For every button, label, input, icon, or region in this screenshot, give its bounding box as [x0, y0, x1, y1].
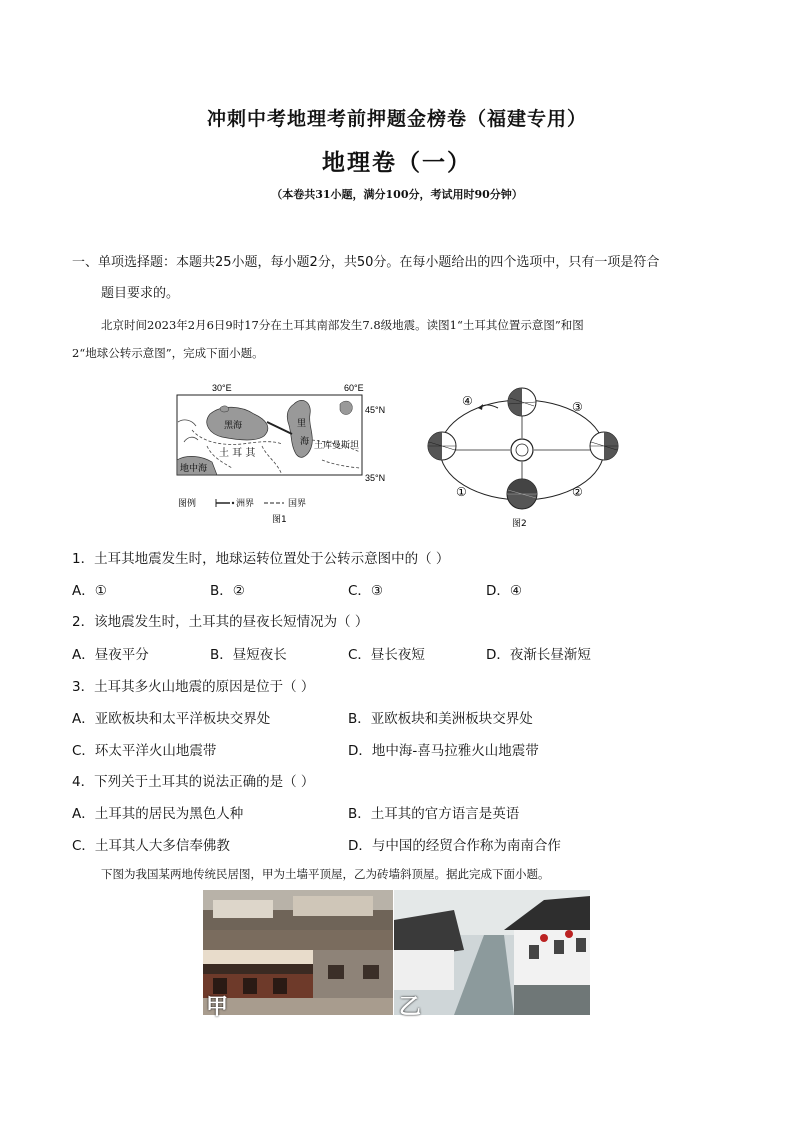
- q4-option-a[interactable]: A．土耳其的居民为黑色人种: [72, 806, 244, 822]
- section-intro-line2: 题目要求的。: [101, 286, 180, 301]
- earth-bottom-icon: [507, 479, 537, 509]
- paper-title: 地理卷（一）: [322, 150, 472, 176]
- figure1-caption: 图1: [272, 515, 287, 525]
- q4-option-b[interactable]: B．土耳其的官方语言是英语: [348, 806, 520, 822]
- q2-option-c[interactable]: C．昼长夜短: [348, 647, 425, 663]
- question-2-stem: 2．该地震发生时，土耳其的昼夜长短情况为（ ）: [72, 614, 369, 630]
- figure2-revolution-diagram: [420, 380, 628, 530]
- question-1-stem: 1．土耳其地震发生时，地球运转位置处于公转示意图中的（ ）: [72, 551, 450, 567]
- photo-left-label: 甲: [206, 995, 229, 1020]
- legend-label: 图例: [178, 499, 197, 509]
- lat-35n-label: 35°N: [365, 473, 386, 483]
- earth-right-icon: [590, 432, 618, 460]
- turkey-label: 土 耳 其: [219, 448, 256, 459]
- passage1-line2: 2“地球公转示意图”，完成下面小题。: [72, 346, 264, 360]
- lon-30e-label: 30°E: [212, 383, 232, 393]
- mediterranean-label: 地中海: [180, 464, 208, 474]
- photo-sloped-roof-houses: [394, 890, 590, 1015]
- figure1-turkey-map: [172, 382, 422, 527]
- q4-option-d[interactable]: D．与中国的经贸合作称为南南合作: [348, 838, 561, 854]
- lon-60e-label: 60°E: [344, 383, 364, 393]
- q1-option-c[interactable]: C．③: [348, 583, 384, 599]
- photo-right-label: 乙: [399, 995, 422, 1020]
- lat-45n-label: 45°N: [365, 405, 386, 415]
- photo-flat-roof-houses: [203, 890, 393, 1015]
- sun-icon: [511, 439, 533, 461]
- position-2-label: ②: [572, 485, 583, 499]
- passage2-line1: 下图为我国某两地传统民居图，甲为土墙平顶屋，乙为砖墙斜顶屋。据此完成下面小题。: [101, 867, 550, 881]
- q3-option-c[interactable]: C．环太平洋火山地震带: [72, 743, 217, 759]
- q1-option-a[interactable]: A．①: [72, 583, 107, 599]
- q2-option-a[interactable]: A．昼夜平分: [72, 647, 149, 663]
- exam-series-title: 冲刺中考地理考前押题金榜卷（福建专用）: [206, 108, 587, 130]
- passage1-line1: 北京时间2023年2月6日9时17分在土耳其南部发生7.8级地震。读图1“土耳其位置示意图”和图: [101, 318, 584, 332]
- q2-option-b[interactable]: B．昼短夜长: [210, 647, 287, 663]
- figure2-caption: 图2: [512, 519, 527, 529]
- q3-option-b[interactable]: B．亚欧板块和美洲板块交界处: [348, 711, 533, 727]
- legend-country-label: 国界: [288, 499, 307, 509]
- question-3-stem: 3．土耳其多火山地震的原因是位于（ ）: [72, 679, 315, 695]
- q4-option-c[interactable]: C．土耳其人大多信奉佛教: [72, 838, 230, 854]
- section-intro-line1: 一、单项选择题：本题共25小题，每小题2分，共50分。在每小题给出的四个选项中，只有一项是符合: [72, 255, 660, 270]
- black-sea-label: 黑海: [224, 421, 243, 431]
- earth-top-icon: [508, 388, 536, 416]
- earth-left-icon: [428, 432, 456, 460]
- position-4-label: ④: [462, 394, 473, 408]
- position-1-label: ①: [456, 485, 467, 499]
- caspian-label-1: 里: [297, 419, 307, 429]
- position-3-label: ③: [572, 400, 583, 414]
- question-4-stem: 4．下列关于土耳其的说法正确的是（ ）: [72, 774, 315, 790]
- q1-option-d[interactable]: D．④: [486, 583, 522, 599]
- turkmenistan-label: 土库曼斯坦: [314, 441, 360, 451]
- q2-option-d[interactable]: D．夜渐长昼渐短: [486, 647, 591, 663]
- legend-continent-label: 洲界: [236, 499, 255, 509]
- paper-subtitle: （本卷共31小题，满分100分，考试用时90分钟）: [271, 188, 523, 201]
- q3-option-d[interactable]: D．地中海-喜马拉雅火山地震带: [348, 743, 539, 759]
- aral-sea-shape: [340, 401, 352, 414]
- caspian-label-2: 海: [300, 437, 310, 447]
- q3-option-a[interactable]: A．亚欧板块和太平洋板块交界处: [72, 711, 271, 727]
- q1-option-b[interactable]: B．②: [210, 583, 245, 599]
